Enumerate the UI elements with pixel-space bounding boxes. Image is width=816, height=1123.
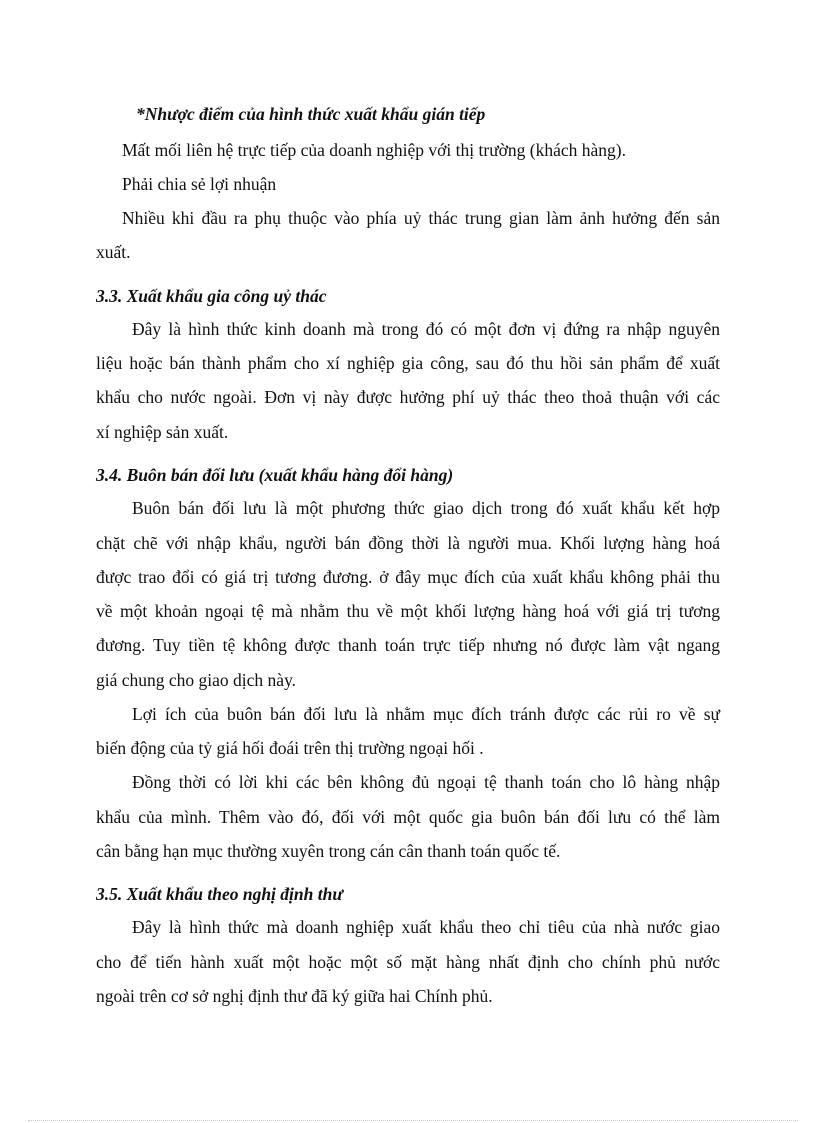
paragraph-line: đương. Tuy tiền tệ không được thanh toán trực tiếp nhưng nó được làm vật ngang xyxy=(96,635,720,655)
paragraph-line: Mất mối liên hệ trực tiếp của doanh nghiệp với thị trường (khách hàng). xyxy=(122,140,627,160)
page-bottom-rule xyxy=(28,1120,798,1121)
paragraph-line: cho để tiến hành xuất một hoặc một số mặt hàng nhất định cho chính phủ nước xyxy=(96,952,720,972)
paragraph-line: Đây là hình thức mà doanh nghiệp xuất khẩu theo chỉ tiêu của nhà nước giao xyxy=(132,917,720,937)
paragraph-line: được trao đổi có giá trị tương đương. ở đây mục đích của xuất khẩu không phải thu xyxy=(96,567,720,587)
heading-disadvantage: *Nhược điểm của hình thức xuất khẩu gián tiếp xyxy=(136,104,486,124)
paragraph-line: xuất. xyxy=(96,242,131,262)
section-heading-3-5: 3.5. Xuất khẩu theo nghị định thư xyxy=(96,884,343,904)
paragraph-line: về một khoản ngoại tệ mà nhằm thu về một khối lượng hàng hoá với giá trị tương xyxy=(96,601,720,621)
paragraph-line: khẩu cho nước ngoài. Đơn vị này được hưởng phí uỷ thác theo thoả thuận với các xyxy=(96,387,720,407)
paragraph-line: Nhiều khi đầu ra phụ thuộc vào phía uỷ thác trung gian làm ảnh hưởng đến sản xyxy=(122,208,720,228)
section-heading-3-3: 3.3. Xuất khẩu gia công uỷ thác xyxy=(96,286,327,306)
paragraph-line: Phải chia sẻ lợi nhuận xyxy=(122,174,277,194)
section-heading-3-4: 3.4. Buôn bán đối lưu (xuất khẩu hàng đổi hàng) xyxy=(96,465,454,485)
paragraph-line: cân bằng hạn mục thường xuyên trong cán cân thanh toán quốc tế. xyxy=(96,841,561,861)
paragraph-line: giá chung cho giao dịch này. xyxy=(96,670,297,690)
paragraph-line: biến động của tỷ giá hối đoái trên thị trường ngoại hối . xyxy=(96,738,484,758)
paragraph-line: Lợi ích của buôn bán đối lưu là nhằm mục đích tránh được các rủi ro về sự xyxy=(132,704,720,724)
paragraph-line: liệu hoặc bán thành phẩm cho xí nghiệp gia công, sau đó thu hồi sản phẩm để xuất xyxy=(96,353,720,373)
paragraph-line: ngoài trên cơ sở nghị định thư đã ký giữa hai Chính phủ. xyxy=(96,986,493,1006)
paragraph-line: xí nghiệp sản xuất. xyxy=(96,422,229,442)
paragraph-line: chặt chẽ với nhập khẩu, người bán đồng thời là người mua. Khối lượng hàng hoá xyxy=(96,533,720,553)
paragraph-line: Buôn bán đối lưu là một phương thức giao dịch trong đó xuất khẩu kết hợp xyxy=(132,498,720,518)
paragraph-line: Đồng thời có lời khi các bên không đủ ngoại tệ thanh toán cho lô hàng nhập xyxy=(132,772,720,792)
paragraph-line: khẩu của mình. Thêm vào đó, đối với một quốc gia buôn bán đối lưu có thể làm xyxy=(96,807,720,827)
paragraph-line: Đây là hình thức kinh doanh mà trong đó có một đơn vị đứng ra nhập nguyên xyxy=(132,319,720,339)
